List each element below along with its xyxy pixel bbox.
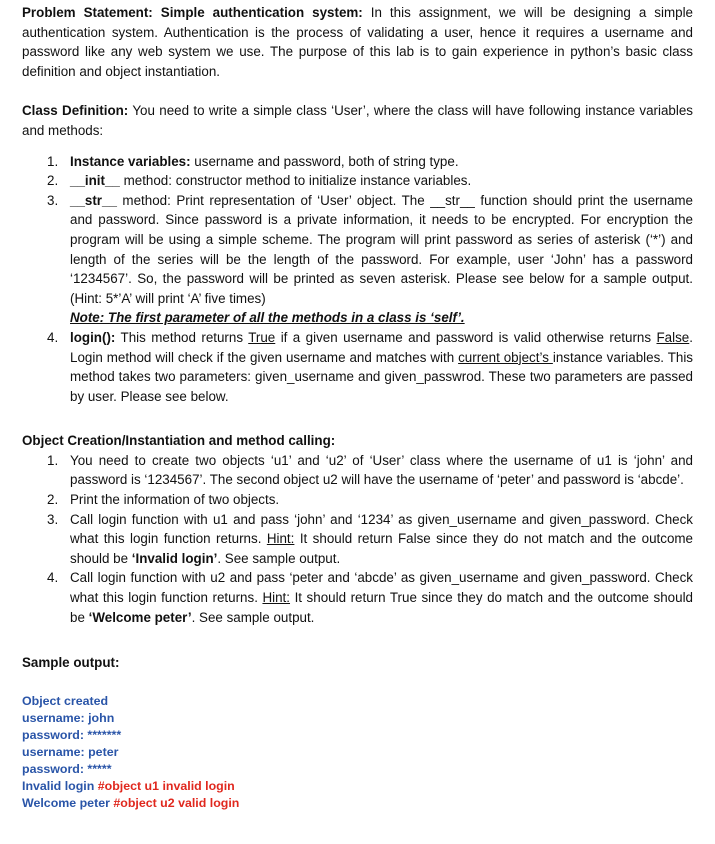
problem-statement (22, 3, 693, 81)
invalid-login-output: Invalid login (22, 778, 98, 793)
item-text: Call login function with u2 and pass ‘peter and ‘abcde’ as given_username and given_password. Check what this login function returns. (70, 570, 693, 606)
instantiation-heading-text: Object Creation/Instantiation and method calling: (22, 433, 336, 449)
class-definition-list (22, 152, 693, 407)
list-number: 4. (47, 570, 59, 586)
list-number: 2. (47, 173, 59, 189)
list-number: 4. (47, 329, 59, 345)
list-number: 3. (47, 511, 59, 527)
output-line: username: peter (22, 744, 119, 759)
class-definition-text: You need to write a simple class ‘User’, where the class will have following instance variables and methods: (22, 103, 693, 138)
welcome-peter-label: ‘Welcome peter’ (88, 609, 192, 625)
invalid-login-label: ‘Invalid login’ (131, 550, 218, 566)
instantiation-heading (22, 431, 693, 451)
hint-label: Hint: (266, 531, 295, 547)
list-item (22, 191, 693, 328)
list-item (22, 568, 693, 627)
item-text: You need to create two objects ‘u1’ and ‘u2’ of ‘User’ class where the username of u1 is ‘john’ and password is ‘1234567’. The second object u2 will have the username of ‘peter’ and password is ‘abcde’. (70, 452, 693, 488)
sample-output-heading (22, 653, 693, 673)
output-line: password: ******* (22, 727, 122, 742)
item-bold: Instance variables: (70, 153, 191, 169)
hint-label: Hint: (262, 590, 291, 606)
instantiation-list (22, 451, 693, 627)
output-line: password: ***** (22, 761, 112, 776)
item-text: It should return True since they do match and the outcome should be (70, 590, 693, 625)
self-parameter-note: Note: The first parameter of all the methods in a class is ‘self’. (70, 310, 465, 326)
welcome-comment: #object u2 valid login (113, 795, 240, 810)
list-item (22, 328, 693, 406)
list-item (22, 510, 693, 569)
welcome-output: Welcome peter (22, 795, 114, 810)
class-definition-heading: Class Definition: (22, 103, 129, 119)
output-line: username: john (22, 710, 115, 725)
item-text: It should return False since they do not match and the outcome should be (70, 531, 693, 566)
item-text: username and password, both of string type. (190, 153, 459, 169)
item-text: . See sample output. (217, 550, 341, 566)
item-text: Call login function with u1 and pass ‘john’ and ‘1234’ as given_username and given_password. Check what this login function returns. (70, 511, 693, 547)
output-line-invalid (22, 778, 693, 795)
list-item (22, 451, 693, 490)
class-definition-intro (22, 101, 693, 140)
list-number: 1. (47, 452, 59, 468)
item-text: instance variables. This method takes two parameters: given_username and given_passwrod. These two parameters are passed by user. Please see below. (70, 349, 694, 404)
item-bold: __str__ (70, 192, 117, 208)
output-line-welcome (22, 795, 693, 812)
list-item (22, 152, 693, 172)
underlined-current-object: current object’s (458, 349, 553, 365)
underlined-true: True (248, 329, 276, 345)
item-bold: __init__ (70, 173, 120, 189)
item-bold: login(): (70, 329, 116, 345)
item-text: if a given username and password is valid otherwise returns (275, 329, 657, 345)
problem-heading: Problem Statement: Simple authentication system: (22, 5, 363, 20)
problem-text: In this assignment, we will be designing a simple authentication system. Authentication is the process of validating a user, hence it requires a username and password like any web system we use. The purpose of this lab is to gain experience in python’s basic class definition and object instantiation. (22, 5, 693, 79)
item-text: Print the information of two objects. (70, 492, 280, 508)
list-item (22, 490, 693, 510)
item-text: . Login method will check if the given username and matches with (70, 329, 693, 365)
list-number: 2. (47, 492, 59, 508)
sample-output-heading-text: Sample output: (22, 655, 120, 671)
invalid-login-comment: #object u1 invalid login (97, 778, 235, 793)
list-number: 3. (47, 192, 59, 208)
list-item (22, 171, 693, 191)
item-text: This method returns (115, 329, 249, 345)
sample-output-block (22, 693, 693, 812)
list-number: 1. (47, 153, 59, 169)
underlined-false: False (656, 329, 690, 345)
item-text: method: Print representation of ‘User’ object. The __str__ function should print the username and password. Since password is a private information, it needs to be encrypted. For encryption the program will be using a simple scheme. The program will print password as series of asterisk (‘*’) and length of the series will be the length of the password. For example, user ‘John’ has a password ‘1234567’. So, the password will be printed as seven asterisk. Please see below for a sample output. (Hint: 5*’A’ will print ‘A’ five times) (70, 192, 693, 306)
item-text: method: constructor method to initialize instance variables. (119, 173, 472, 189)
item-text: . See sample output. (191, 609, 315, 625)
output-line: Object created (22, 693, 109, 708)
